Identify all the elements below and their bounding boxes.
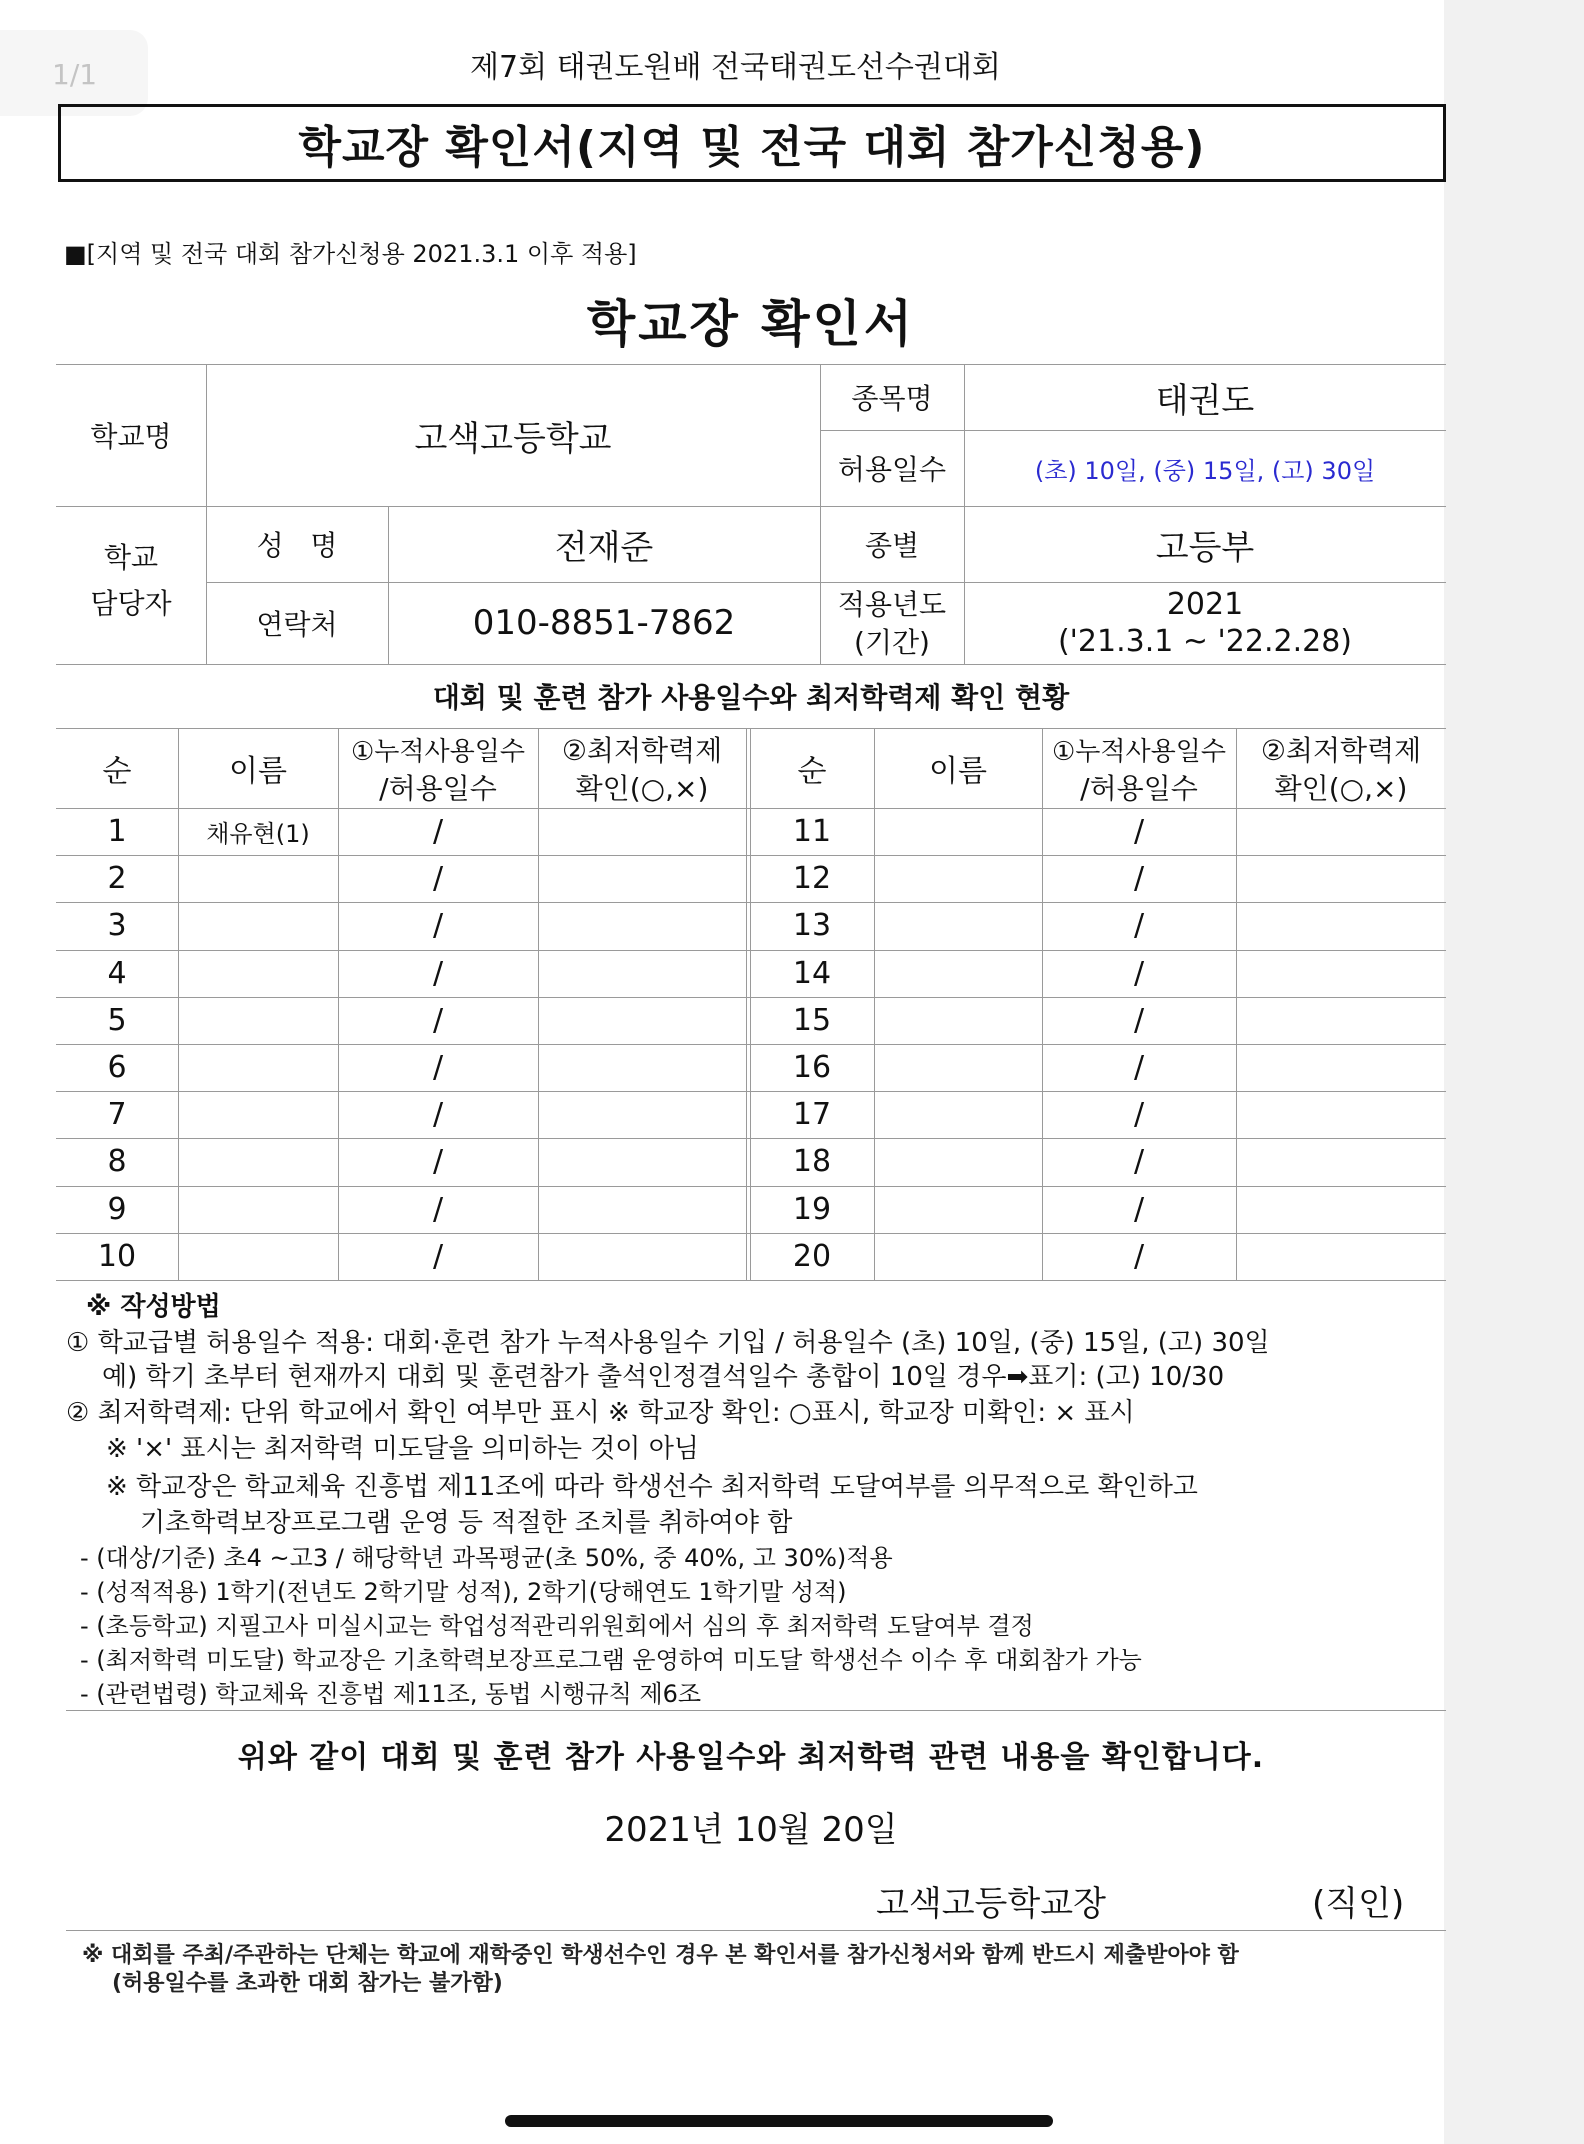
document-title-box: 학교장 확인서(지역 및 전국 대회 참가신청용) xyxy=(58,104,1446,182)
row-name xyxy=(874,855,1042,902)
instruction-line-1: ① 학교급별 허용일수 적용: 대회·훈련 참가 누적사용일수 기입 / 허용일수 (초) 10일, (중) 15일, (고) 30일 xyxy=(66,1328,1270,1358)
viewer-right-margin xyxy=(1444,0,1584,2144)
instructions-divider xyxy=(66,1710,1446,1711)
contact-value: 010-8851-7862 xyxy=(472,603,736,643)
row-check xyxy=(1236,1138,1446,1185)
row-days: / xyxy=(1133,1003,1145,1038)
row-name xyxy=(178,1091,338,1138)
row-number: 9 xyxy=(107,1192,127,1227)
row-number: 5 xyxy=(107,1003,127,1038)
row-number: 18 xyxy=(792,1144,832,1179)
row-days: / xyxy=(1133,814,1145,849)
row-days: / xyxy=(1133,1144,1145,1179)
row-days: / xyxy=(1133,1192,1145,1227)
name-label: 성 명 xyxy=(256,529,338,562)
row-days: / xyxy=(432,1239,444,1274)
row-days: / xyxy=(432,956,444,991)
status-heading: 대회 및 훈련 참가 사용일수와 최저학력제 확인 현황 xyxy=(432,681,1070,714)
year-label-line1: 적용년도 xyxy=(837,588,947,621)
confirmation-date: 2021년 10월 20일 xyxy=(604,1809,898,1850)
event-label: 종목명 xyxy=(851,382,933,415)
row-name: 채유현(1) xyxy=(206,820,310,848)
category-value: 고등부 xyxy=(1155,527,1255,568)
event-value: 태권도 xyxy=(1155,380,1255,421)
row-days: / xyxy=(432,1003,444,1038)
row-name xyxy=(874,1044,1042,1091)
row-number: 1 xyxy=(107,814,127,849)
seal-mark: (직인) xyxy=(1312,1884,1405,1924)
instruction-line-6: 기초학력보장프로그램 운영 등 적절한 조치를 취하여야 함 xyxy=(140,1508,793,1538)
principal-name: 고색고등학교장 xyxy=(876,1884,1106,1924)
row-check xyxy=(538,1233,746,1280)
row-number: 14 xyxy=(792,956,832,991)
school-label: 학교명 xyxy=(90,420,172,453)
row-days: / xyxy=(1133,1239,1145,1274)
name-value: 전재준 xyxy=(554,527,654,568)
row-name xyxy=(178,902,338,949)
row-check xyxy=(538,950,746,997)
row-days: / xyxy=(432,908,444,943)
manager-label-line2: 담당자 xyxy=(90,587,172,620)
main-title: 학교장 확인서 xyxy=(586,295,916,353)
row-days: / xyxy=(1133,1050,1145,1085)
row-name xyxy=(874,1138,1042,1185)
manager-label-line1: 학교 xyxy=(103,541,159,574)
row-days: / xyxy=(1133,956,1145,991)
row-check xyxy=(538,1044,746,1091)
row-name xyxy=(178,1138,338,1185)
allow-value: (초) 10일, (중) 15일, (고) 30일 xyxy=(1034,456,1376,485)
instruction-line-8: - (성적적용) 1학기(전년도 2학기말 성적), 2학기(당해연도 1학기말 성적) xyxy=(80,1578,847,1606)
row-number: 12 xyxy=(792,861,832,896)
col-check-right-line1: ②최저학력제 xyxy=(1260,734,1422,767)
row-days: / xyxy=(432,861,444,896)
info-line-bottom xyxy=(56,664,1446,665)
footer-divider xyxy=(66,1930,1446,1931)
confirmation-statement: 위와 같이 대회 및 훈련 참가 사용일수와 최저학력 관련 내용을 확인합니다. xyxy=(237,1740,1265,1775)
instruction-line-5: ※ 학교장은 학교체육 진흥법 제11조에 따라 학생선수 최저학력 도달여부를 의무적으로 확인하고 xyxy=(106,1472,1198,1502)
col-check-right-line2: 확인(○,×) xyxy=(1274,772,1408,805)
row-check xyxy=(538,808,746,855)
status-vline-split-a xyxy=(746,728,747,1280)
year-label-line2: (기간) xyxy=(854,626,930,659)
instruction-line-10: - (최저학력 미도달) 학교장은 기초학력보장프로그램 운영하여 미도달 학생선수 이수 후 대회참가 가능 xyxy=(80,1646,1142,1674)
instruction-line-11: - (관련법령) 학교체육 진흥법 제11조, 동법 시행규칙 제6조 xyxy=(80,1680,702,1708)
row-name xyxy=(874,808,1042,855)
footer-note-line2: (허용일수를 초과한 대회 참가는 불가함) xyxy=(112,1971,503,1996)
row-days: / xyxy=(432,1050,444,1085)
row-check xyxy=(1236,1186,1446,1233)
row-check xyxy=(538,1091,746,1138)
row-name xyxy=(178,950,338,997)
row-check xyxy=(1236,808,1446,855)
col-no-left: 순 xyxy=(102,754,132,789)
col-no-right: 순 xyxy=(797,754,827,789)
row-number: 16 xyxy=(792,1050,832,1085)
year-value-line1: 2021 xyxy=(1166,586,1244,622)
page-indicator-text: 1/1 xyxy=(52,58,98,91)
row-number: 8 xyxy=(107,1144,127,1179)
col-name-left: 이름 xyxy=(229,754,287,789)
allow-label: 허용일수 xyxy=(837,453,947,486)
row-check xyxy=(1236,902,1446,949)
row-check xyxy=(1236,997,1446,1044)
row-number: 6 xyxy=(107,1050,127,1085)
row-check xyxy=(538,855,746,902)
row-name xyxy=(874,1233,1042,1280)
row-check xyxy=(1236,950,1446,997)
row-number: 11 xyxy=(792,814,832,849)
footer-note-line1: ※ 대회를 주최/주관하는 단체는 학교에 재학중인 학생선수인 경우 본 확인서를 참가신청서와 함께 반드시 제출받아야 함 xyxy=(82,1943,1239,1968)
col-days-left-line2: /허용일수 xyxy=(379,772,497,805)
instruction-line-2: 예) 학기 초부터 현재까지 대회 및 훈련참가 출석인정결석일수 총합이 10일 경우➡표기: (고) 10/30 xyxy=(102,1362,1225,1392)
applicability-note: ■[지역 및 전국 대회 참가신청용 2021.3.1 이후 적용] xyxy=(64,240,637,268)
row-number: 20 xyxy=(792,1239,832,1274)
row-name xyxy=(178,1186,338,1233)
row-number: 2 xyxy=(107,861,127,896)
status-row-line xyxy=(56,1280,1446,1281)
row-number: 13 xyxy=(792,908,832,943)
row-name xyxy=(178,1044,338,1091)
contact-label: 연락처 xyxy=(256,608,338,641)
category-label: 종별 xyxy=(864,529,920,562)
col-days-right-line1: ①누적사용일수 xyxy=(1051,736,1226,767)
instructions-heading: ※ 작성방법 xyxy=(86,1292,221,1322)
col-days-right-line2: /허용일수 xyxy=(1080,772,1198,805)
event-title: 제7회 태권도원배 전국태권도선수권대회 xyxy=(470,50,1001,85)
row-name xyxy=(874,950,1042,997)
home-indicator[interactable] xyxy=(505,2115,1053,2127)
row-check xyxy=(538,902,746,949)
instruction-line-7: - (대상/기준) 초4 ~고3 / 해당학년 과목평균(초 50%, 중 40%, 고 30%)적용 xyxy=(80,1544,893,1572)
row-days: / xyxy=(432,814,444,849)
row-number: 7 xyxy=(107,1097,127,1132)
row-number: 3 xyxy=(107,908,127,943)
col-name-right: 이름 xyxy=(929,754,987,789)
row-name xyxy=(874,1186,1042,1233)
row-number: 10 xyxy=(97,1239,137,1274)
row-name xyxy=(874,1091,1042,1138)
row-name xyxy=(178,855,338,902)
row-days: / xyxy=(1133,861,1145,896)
row-check xyxy=(1236,1091,1446,1138)
row-number: 4 xyxy=(107,956,127,991)
row-check xyxy=(1236,1233,1446,1280)
row-days: / xyxy=(1133,908,1145,943)
row-name xyxy=(178,997,338,1044)
row-check xyxy=(538,1138,746,1185)
row-check xyxy=(1236,1044,1446,1091)
row-name xyxy=(874,902,1042,949)
row-check xyxy=(538,1186,746,1233)
row-name xyxy=(178,1233,338,1280)
instruction-line-9: - (초등학교) 지필고사 미실시교는 학업성적관리위원회에서 심의 후 최저학력 도달여부 결정 xyxy=(80,1612,1034,1640)
row-days: / xyxy=(432,1192,444,1227)
row-check xyxy=(1236,855,1446,902)
instruction-line-4: ※ '×' 표시는 최저학력 미도달을 의미하는 것이 아님 xyxy=(106,1434,699,1464)
instruction-line-3: ② 최저학력제: 단위 학교에서 확인 여부만 표시 ※ 학교장 확인: ○표시, 학교장 미확인: × 표시 xyxy=(66,1398,1135,1428)
row-number: 15 xyxy=(792,1003,832,1038)
row-check xyxy=(538,997,746,1044)
col-days-left-line1: ①누적사용일수 xyxy=(350,736,525,767)
row-days: / xyxy=(432,1144,444,1179)
row-number: 19 xyxy=(792,1192,832,1227)
year-value-line2: ('21.3.1 ~ '22.2.28) xyxy=(1057,623,1353,659)
row-number: 17 xyxy=(792,1097,832,1132)
col-check-left-line1: ②최저학력제 xyxy=(561,734,723,767)
row-days: / xyxy=(1133,1097,1145,1132)
school-value: 고색고등학교 xyxy=(414,418,612,459)
row-days: / xyxy=(432,1097,444,1132)
col-check-left-line2: 확인(○,×) xyxy=(575,772,709,805)
row-name xyxy=(874,997,1042,1044)
